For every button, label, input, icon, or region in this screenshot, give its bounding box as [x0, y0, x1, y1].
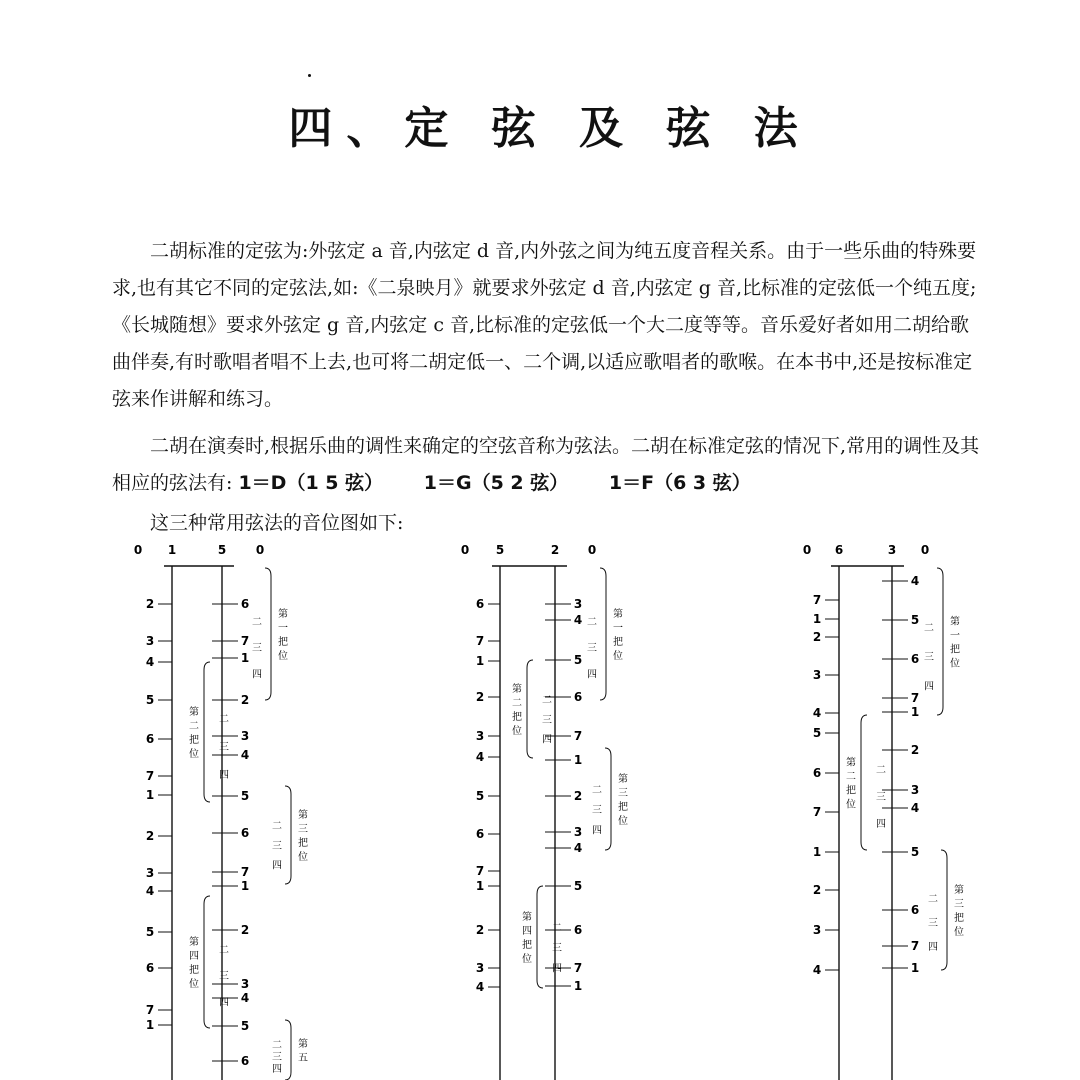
fingering-chart-f	[795, 540, 985, 1080]
fingering-chart-g	[455, 540, 655, 1080]
tuning-list	[238, 472, 784, 494]
inner-note: 2	[475, 923, 485, 937]
position-label-char: 五	[298, 1053, 308, 1064]
inner-note: 2	[475, 690, 485, 704]
outer-note: 7	[573, 729, 583, 743]
page-title: 四、定 弦 及 弦 法	[288, 103, 812, 154]
outer-note: 5	[240, 789, 250, 803]
outer-note: 3	[240, 729, 250, 743]
position-label-char: 位	[512, 726, 522, 737]
header-number: 0	[587, 543, 597, 557]
ink-dot	[308, 74, 311, 77]
outer-note: 4	[910, 574, 920, 588]
finger-mark: 四	[592, 825, 602, 837]
inner-note: 7	[812, 593, 822, 607]
outer-note: 4	[910, 801, 920, 815]
inner-note: 5	[145, 925, 155, 939]
position-label-char: 把	[298, 838, 308, 849]
outer-note: 6	[910, 652, 920, 666]
inner-note: 1	[475, 654, 485, 668]
position-label-char: 三	[618, 788, 628, 799]
inner-note: 3	[475, 729, 485, 743]
outer-note: 1	[573, 753, 583, 767]
position-label-char: 第	[618, 774, 628, 785]
position-label-char: 位	[522, 954, 532, 965]
outer-note: 3	[240, 977, 250, 991]
inner-note: 3	[145, 866, 155, 880]
inner-note: 6	[475, 827, 485, 841]
inner-note: 4	[145, 655, 155, 669]
finger-mark: 三	[219, 971, 229, 983]
inner-note: 6	[475, 597, 485, 611]
inner-note: 3	[812, 668, 822, 682]
inner-note: 2	[812, 883, 822, 897]
finger-mark: 三	[592, 805, 602, 817]
finger-mark: 三	[219, 742, 229, 753]
inner-note: 4	[475, 980, 485, 994]
inner-note: 7	[475, 634, 485, 648]
header-number: 1	[167, 543, 177, 557]
position-label-char: 位	[846, 799, 856, 811]
inner-note: 3	[475, 961, 485, 975]
inner-note: 6	[145, 961, 155, 975]
outer-note: 6	[573, 690, 583, 704]
position-bracket	[605, 748, 611, 850]
position-label-char: 位	[189, 979, 199, 990]
outer-note: 5	[910, 613, 920, 627]
inner-note: 2	[145, 829, 155, 843]
outer-note: 7	[240, 634, 250, 648]
inner-note: 2	[145, 597, 155, 611]
paragraph-body: 二胡在演奏时,根据乐曲的调性来确定的空弦音称为弦法。二胡在标准定弦的情况下,常用的调性及其相应的弦法有:	[112, 435, 980, 494]
finger-mark: 二	[272, 821, 282, 833]
position-label-char: 位	[189, 749, 199, 760]
paragraph-text	[112, 428, 982, 502]
position-label-char: 四	[189, 951, 199, 962]
finger-mark: 四	[552, 963, 562, 975]
inner-note: 7	[145, 1003, 155, 1017]
outer-note: 7	[910, 939, 920, 953]
paragraph-text: 二胡标准的定弦为:外弦定 a 音,内弦定 d 音,内外弦之间为纯五度音程关系。由于一些乐曲的特殊要求,也有其它不同的定弦法,如:《二泉映月》就要求外弦定 d 音,内弦定 g 音,比标准的定弦低一个纯五度;《长城随想》要求外弦定 g 音,内弦定 c 音,比标准的定弦低一个大二度等等。音乐爱好者如用二胡给歌曲伴奏,有时歌唱者唱不上去,也可将二胡定低一、二个调,以适应歌唱者的歌喉。在本书中,还是按标准定弦来作讲解和练习。	[112, 240, 977, 410]
finger-mark: 四	[924, 681, 934, 693]
position-bracket	[600, 568, 606, 700]
inner-note: 7	[475, 864, 485, 878]
finger-mark: 二	[587, 616, 597, 628]
header-number: 5	[217, 543, 227, 557]
outer-note: 1	[240, 879, 250, 893]
inner-note: 6	[812, 766, 822, 780]
position-label-char: 把	[522, 940, 532, 951]
position-label-char: 把	[618, 802, 628, 813]
outer-note: 1	[910, 961, 920, 975]
position-label-char: 一	[950, 630, 960, 642]
position-bracket	[204, 896, 210, 1028]
inner-note: 7	[145, 769, 155, 783]
inner-note: 1	[145, 788, 155, 802]
outer-note: 6	[910, 903, 920, 917]
inner-note: 3	[812, 923, 822, 937]
outer-note: 6	[240, 597, 250, 611]
finger-mark: 四	[587, 669, 597, 681]
outer-note: 3	[573, 597, 583, 611]
outer-note: 4	[573, 841, 583, 855]
outer-note: 1	[573, 979, 583, 993]
position-label-char: 位	[298, 852, 308, 863]
finger-mark: 四	[876, 819, 886, 830]
position-label-char: 第	[613, 609, 623, 620]
finger-mark: 三	[272, 840, 282, 852]
header-number: 6	[834, 543, 844, 557]
position-label-char: 把	[846, 785, 856, 797]
position-label-char: 二	[189, 721, 199, 732]
position-label-char: 第	[846, 757, 856, 769]
position-label-char: 三	[298, 824, 308, 835]
finger-mark: 二	[272, 1040, 282, 1051]
inner-note: 7	[812, 805, 822, 819]
position-label-char: 把	[613, 637, 623, 648]
position-label-char: 第	[522, 912, 532, 923]
finger-mark: 二	[252, 616, 262, 628]
position-bracket	[285, 786, 291, 884]
inner-note: 5	[145, 693, 155, 707]
paragraph-fingering	[112, 428, 982, 502]
outer-note: 1	[240, 651, 250, 665]
diagram-svg	[120, 540, 320, 1080]
position-label-char: 位	[950, 658, 960, 670]
position-label-char: 第	[189, 707, 199, 718]
position-label-char: 把	[189, 735, 199, 746]
position-label-char: 一	[613, 623, 623, 634]
position-bracket	[265, 568, 271, 700]
outer-note: 6	[240, 826, 250, 840]
header-number: 0	[133, 543, 143, 557]
tuning-f: 1＝F（6 3 弦）	[608, 472, 751, 494]
finger-mark: 四	[542, 734, 552, 746]
tuning-g: 1＝G（5 2 弦）	[423, 472, 569, 494]
finger-mark: 三	[876, 792, 886, 803]
finger-mark: 二	[924, 622, 934, 634]
position-label-char: 四	[522, 926, 532, 937]
finger-mark: 四	[252, 669, 262, 681]
paragraph-tuning	[112, 233, 982, 418]
tuning-d: 1＝D（1 5 弦）	[238, 472, 384, 494]
outer-note: 5	[240, 1019, 250, 1033]
position-bracket	[937, 568, 943, 715]
finger-mark: 三	[928, 918, 938, 929]
position-label-char: 第	[512, 684, 522, 695]
finger-mark: 三	[542, 714, 552, 726]
inner-note: 1	[475, 879, 485, 893]
position-label-char: 位	[954, 927, 964, 938]
finger-mark: 二	[552, 922, 562, 934]
position-label-char: 三	[954, 899, 964, 910]
outer-note: 2	[240, 693, 250, 707]
outer-note: 7	[910, 691, 920, 705]
outer-note: 2	[910, 743, 920, 757]
finger-mark: 二	[928, 894, 938, 905]
diagram-svg	[795, 540, 985, 1080]
outer-note: 7	[573, 961, 583, 975]
inner-note: 5	[812, 726, 822, 740]
outer-note: 6	[240, 1054, 250, 1068]
finger-mark: 四	[219, 770, 229, 781]
outer-note: 4	[573, 613, 583, 627]
fingering-chart-d	[120, 540, 320, 1080]
inner-note: 4	[145, 884, 155, 898]
header-number: 5	[495, 543, 505, 557]
outer-note: 2	[573, 789, 583, 803]
position-label-char: 把	[512, 712, 522, 723]
position-label-char: 第	[189, 937, 199, 948]
position-label-char: 第	[298, 1039, 308, 1050]
outer-note: 1	[910, 705, 920, 719]
finger-mark: 二	[219, 944, 229, 956]
inner-note: 2	[812, 630, 822, 644]
finger-mark: 三	[252, 643, 262, 655]
inner-note: 5	[475, 789, 485, 803]
outer-note: 3	[910, 783, 920, 797]
inner-note: 4	[812, 706, 822, 720]
position-label-char: 一	[278, 623, 288, 634]
inner-note: 3	[145, 634, 155, 648]
header-number: 0	[255, 543, 265, 557]
position-label-char: 位	[278, 651, 288, 662]
position-bracket	[285, 1020, 291, 1080]
position-label-char: 第	[278, 609, 288, 620]
outer-note: 5	[573, 879, 583, 893]
finger-mark: 四	[219, 997, 229, 1009]
position-label-char: 位	[613, 651, 623, 662]
outer-note: 2	[240, 923, 250, 937]
header-number: 2	[550, 543, 560, 557]
finger-mark: 四	[272, 860, 282, 872]
finger-mark: 三	[924, 652, 934, 664]
outer-note: 5	[573, 653, 583, 667]
position-label-char: 把	[950, 644, 960, 656]
inner-note: 6	[145, 732, 155, 746]
position-bracket	[537, 886, 543, 988]
finger-mark: 三	[552, 943, 562, 955]
inner-note: 4	[812, 963, 822, 977]
finger-mark: 二	[542, 695, 552, 707]
finger-mark: 四	[272, 1064, 282, 1075]
position-bracket	[941, 850, 947, 970]
position-label-char: 位	[618, 816, 628, 827]
diagram-caption: 这三种常用弦法的音位图如下:	[150, 512, 404, 534]
position-label-char: 把	[278, 637, 288, 648]
position-label-char: 第	[298, 810, 308, 821]
outer-note: 5	[910, 845, 920, 859]
diagram-svg	[455, 540, 655, 1080]
outer-note: 4	[240, 748, 250, 762]
position-label-char: 把	[954, 913, 964, 924]
outer-note: 3	[573, 825, 583, 839]
position-bracket	[204, 662, 210, 802]
finger-mark: 二	[592, 784, 602, 796]
header-number: 0	[802, 543, 812, 557]
position-label-char: 第	[950, 616, 960, 628]
outer-note: 6	[573, 923, 583, 937]
outer-note: 4	[240, 991, 250, 1005]
header-number: 0	[920, 543, 930, 557]
outer-note: 7	[240, 865, 250, 879]
inner-note: 4	[475, 750, 485, 764]
position-bracket	[861, 715, 867, 850]
finger-mark: 三	[272, 1052, 282, 1063]
header-number: 0	[460, 543, 470, 557]
position-label-char: 第	[954, 885, 964, 896]
finger-mark: 二	[219, 714, 229, 725]
position-bracket	[527, 660, 533, 758]
position-label-char: 二	[846, 771, 856, 783]
position-label-char: 二	[512, 698, 522, 709]
header-number: 3	[887, 543, 897, 557]
inner-note: 1	[812, 612, 822, 626]
finger-mark: 二	[876, 765, 886, 776]
finger-mark: 三	[587, 643, 597, 655]
position-label-char: 把	[189, 965, 199, 976]
finger-mark: 四	[928, 942, 938, 953]
inner-note: 1	[145, 1018, 155, 1032]
inner-note: 1	[812, 845, 822, 859]
